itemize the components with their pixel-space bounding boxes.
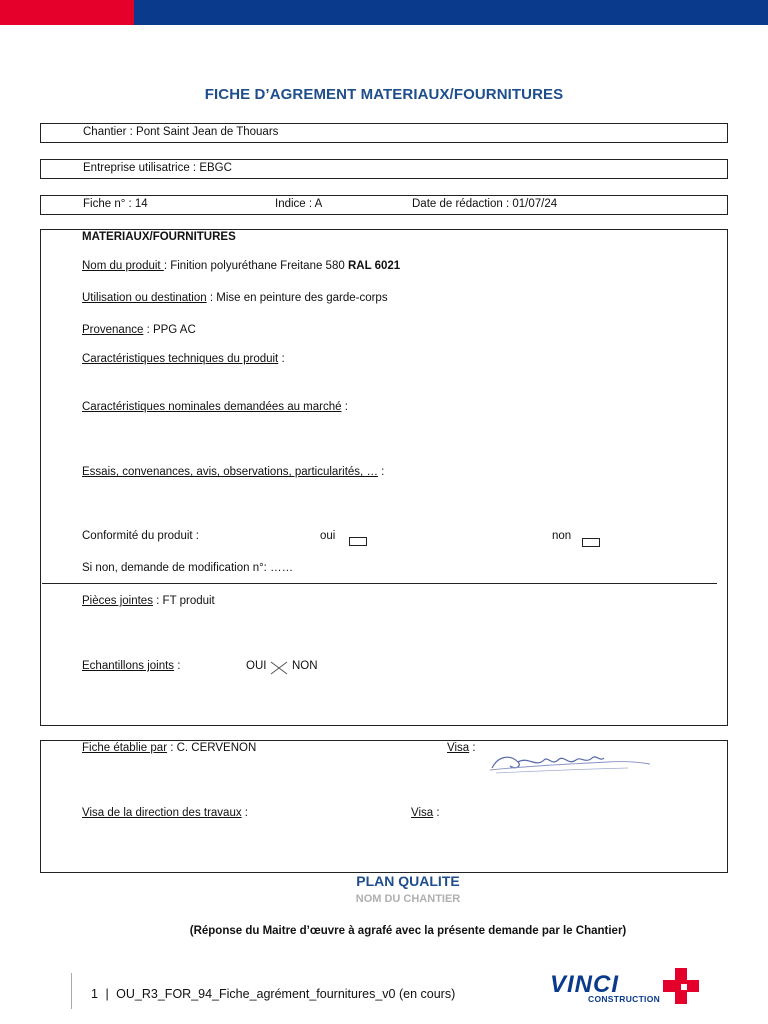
conformite-label: Conformité du produit : <box>82 530 199 542</box>
fiche-date: Date de rédaction : 01/07/24 <box>412 198 558 210</box>
conformite-non-label: non <box>552 530 572 542</box>
nom-produit-row <box>82 260 400 272</box>
echantillons-row <box>82 660 180 672</box>
essais-value: : <box>377 466 385 478</box>
footer-separator-line <box>71 973 72 1009</box>
nom-produit-label: Nom du produit <box>82 260 164 272</box>
reponse-note: (Réponse du Maitre d’œuvre à agrafé avec la présente demande par le Chantier) <box>189 925 627 937</box>
document-title: FICHE D’AGREMENT MATERIAUX/FOURNITURES <box>204 86 564 103</box>
fiche-box <box>40 195 728 215</box>
header-bar-blue <box>134 0 768 25</box>
fiche-numero: Fiche n° : 14 <box>83 198 148 210</box>
conformite-non-checkbox[interactable] <box>582 538 600 547</box>
utilisation-value: : Mise en peinture des garde-corps <box>206 292 388 304</box>
fiche-etablie-label: Fiche établie par <box>82 742 168 754</box>
visa-1-label: Visa <box>447 742 470 754</box>
visa-1-value: : <box>469 742 476 754</box>
logo-sub-text: CONSTRUCTION <box>588 994 661 1004</box>
fiche-etablie-row <box>82 742 256 754</box>
visa-2-value: : <box>433 807 440 819</box>
essais-label: Essais, convenances, avis, observations, particularités, … <box>82 466 378 478</box>
caract-tech-label: Caractéristiques techniques du produit <box>82 353 279 365</box>
conformite-oui-label: oui <box>320 530 336 542</box>
visa-2-row <box>411 807 440 819</box>
echantillons-non-label: NON <box>292 660 318 672</box>
caract-tech-row <box>82 353 285 365</box>
fiche-etablie-value: : C. CERVENON <box>167 742 257 754</box>
vinci-cross-icon <box>661 966 705 1006</box>
visa-direction-value: : <box>241 807 248 819</box>
pieces-jointes-row <box>82 595 215 607</box>
page-number: 1 <box>91 987 98 1001</box>
document-reference: OU_R3_FOR_94_Fiche_agrément_fournitures_v0 (en cours) <box>116 987 456 1001</box>
vinci-construction-logo <box>548 964 708 1008</box>
conformite-oui-checkbox[interactable] <box>349 537 367 546</box>
echantillons-oui-label: OUI <box>246 660 267 672</box>
fiche-indice: Indice : A <box>275 198 323 210</box>
nom-du-chantier: NOM DU CHANTIER <box>355 893 461 905</box>
caract-tech-value: : <box>278 353 285 365</box>
section-divider <box>42 583 717 584</box>
cross-mark-icon <box>270 661 288 675</box>
page-separator: | <box>105 987 109 1001</box>
caract-nominales-row <box>82 401 348 413</box>
utilisation-row <box>82 292 388 304</box>
visa-direction-row <box>82 807 248 819</box>
entreprise-text: Entreprise utilisatrice : EBGC <box>83 162 232 174</box>
echantillons-label: Echantillons joints <box>82 660 175 672</box>
chantier-text: Chantier : Pont Saint Jean de Thouars <box>83 126 279 138</box>
entreprise-box <box>40 159 728 179</box>
echantillons-value: : <box>174 660 181 672</box>
pieces-jointes-value: : FT produit <box>152 595 215 607</box>
logo-brand-text: VINCI <box>550 971 620 998</box>
si-non-text: Si non, demande de modification n°: …… <box>82 562 294 574</box>
plan-qualite: PLAN QUALITE <box>356 873 460 889</box>
visa-direction-label: Visa de la direction des travaux <box>82 807 242 819</box>
footer-ref-row <box>91 987 455 1001</box>
essais-row <box>82 466 384 478</box>
header-bar-red <box>0 0 134 25</box>
utilisation-label: Utilisation ou destination <box>82 292 207 304</box>
chantier-box <box>40 123 728 143</box>
provenance-value: : PPG AC <box>143 324 196 336</box>
handwritten-signature <box>488 744 653 776</box>
pieces-jointes-label: Pièces jointes <box>82 595 153 607</box>
materiaux-heading: MATERIAUX/FOURNITURES <box>82 231 236 243</box>
visa-1-row <box>447 742 476 754</box>
caract-nominales-label: Caractéristiques nominales demandées au marché <box>82 401 342 413</box>
caract-nominales-value: : <box>341 401 348 413</box>
visa-2-label: Visa <box>411 807 434 819</box>
nom-produit-ral: RAL 6021 <box>347 260 401 272</box>
nom-produit-value: : Finition polyuréthane Freitane 580 <box>163 260 348 272</box>
provenance-row <box>82 324 196 336</box>
provenance-label: Provenance <box>82 324 144 336</box>
